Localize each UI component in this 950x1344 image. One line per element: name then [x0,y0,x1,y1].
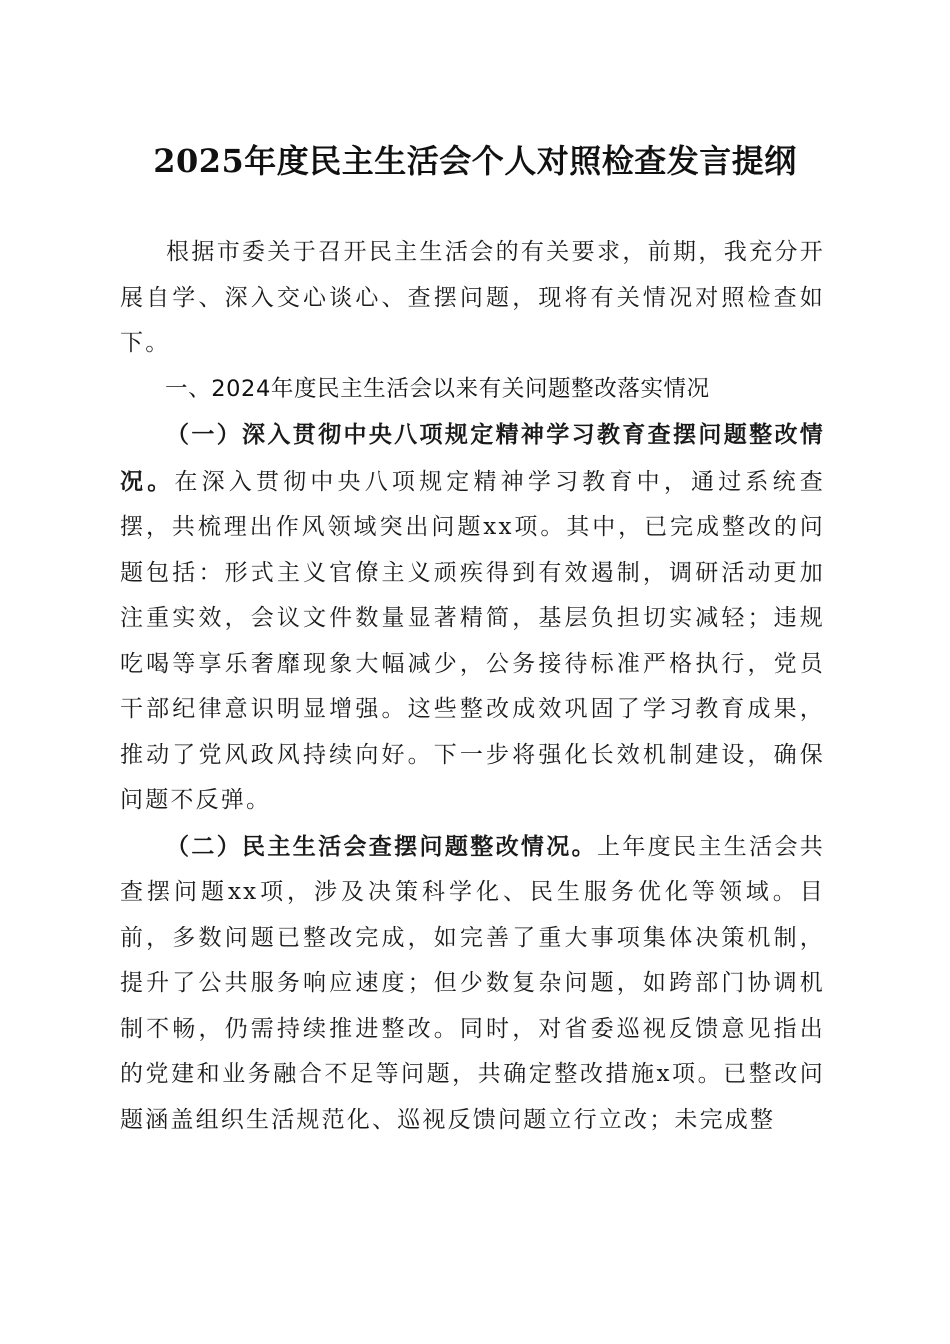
item1-body: 在深入贯彻中央八项规定精神学习教育中，通过系统查摆，共梳理出作风领域突出问题xx项。其中，已完成整改的问题包括：形式主义官僚主义顽疾得到有效遏制，调研活动更加注重实效，会议文件数量显著精简，基层负担切实减轻；违规吃喝等享乐奢靡现象大幅减少，公务接待标准严格执行，党员干部纪律意识明显增强。这些整改成效巩固了学习教育成果，推动了党风政风持续向好。下一步将强化长效机制建设，确保问题不反弹。 [120,468,825,813]
item2-body: 上年度民主生活会共查摆问题xx项，涉及决策科学化、民生服务优化等领域。目前，多数问题已整改完成，如完善了重大事项集体决策机制，提升了公共服务响应速度；但少数复杂问题，如跨部门协调机制不畅，仍需持续推进整改。同时，对省委巡视反馈意见指出的党建和业务融合不足等问题，共确定整改措施x项。已整改问题涵盖组织生活规范化、巡视反馈问题立行立改；未完成整 [120,833,825,1133]
document-body [120,230,825,1143]
intro-paragraph: 根据市委关于召开民主生活会的有关要求，前期，我充分开展自学、深入交心谈心、查摆问题，现将有关情况对照检查如下。 [120,239,825,356]
item1-paragraph [120,412,825,824]
document-title: 2025年度民主生活会个人对照检查发言提纲 [153,142,797,180]
item1-title: （一）深入贯彻中央八项规定精神学习教育查摆问题整改情况。 [120,421,825,495]
item2-title: （二）民主生活会查摆问题整改情况。 [166,832,597,860]
section-heading: 一、2024年度民主生活会以来有关问题整改落实情况 [165,375,710,402]
item2-paragraph [120,824,825,1144]
